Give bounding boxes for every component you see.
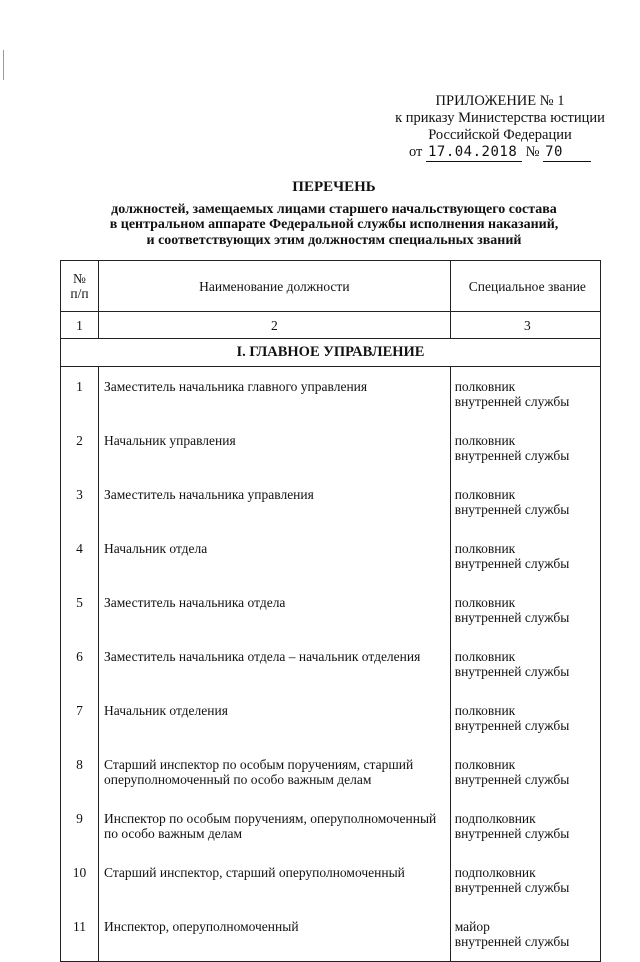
row-rank-suffix: внутренней службы xyxy=(454,448,570,463)
row-rank-cell xyxy=(450,637,600,691)
title-line-1: должностей, замещаемых лицами старшего начальствующего состава xyxy=(111,201,557,217)
row-rank-cell xyxy=(450,367,600,422)
row-rank-cell xyxy=(450,691,600,745)
row-rank: полковник xyxy=(454,433,516,448)
order-number: 70 xyxy=(545,144,563,160)
row-rank-cell xyxy=(450,907,600,962)
row-position: Заместитель начальника отдела – начальник отделения xyxy=(99,637,451,691)
row-number: 8 xyxy=(61,745,99,799)
table-row xyxy=(61,583,601,637)
row-rank-suffix: внутренней службы xyxy=(454,394,570,409)
row-number: 2 xyxy=(61,421,99,475)
row-rank: подполковник xyxy=(454,811,536,826)
row-rank-suffix: внутренней службы xyxy=(454,880,570,895)
section-title: I. ГЛАВНОЕ УПРАВЛЕНИЕ xyxy=(61,339,601,367)
row-rank-cell xyxy=(450,799,600,853)
row-position: Заместитель начальника отдела xyxy=(99,583,451,637)
row-rank: майор xyxy=(454,919,490,934)
row-rank-suffix: внутренней службы xyxy=(454,772,570,787)
table-row xyxy=(61,637,601,691)
table-row xyxy=(61,907,601,962)
row-rank-cell xyxy=(450,853,600,907)
row-rank-suffix: внутренней службы xyxy=(454,826,570,841)
column-number-3: 3 xyxy=(450,312,600,339)
number-label: № xyxy=(525,144,540,160)
appendix-line-2: Российской Федерации xyxy=(428,127,572,143)
table-row xyxy=(61,475,601,529)
appendix-title: ПРИЛОЖЕНИЕ № 1 xyxy=(435,93,565,109)
order-date: 17.04.2018 xyxy=(427,144,518,160)
title-line-3: и соответствующих этим должностям специальных званий xyxy=(146,232,522,248)
row-number: 7 xyxy=(61,691,99,745)
row-rank: полковник xyxy=(454,541,516,556)
row-rank-cell xyxy=(450,745,600,799)
row-rank: подполковник xyxy=(454,865,536,880)
table-header-row xyxy=(61,261,601,312)
header-position: Наименование должности xyxy=(99,261,451,312)
row-position: Начальник отдела xyxy=(99,529,451,583)
table-row xyxy=(61,421,601,475)
column-number-1: 1 xyxy=(61,312,99,339)
row-rank-cell xyxy=(450,583,600,637)
document-title xyxy=(60,180,608,248)
row-rank: полковник xyxy=(454,757,516,772)
row-rank: полковник xyxy=(454,649,516,664)
row-position: Начальник отделения xyxy=(99,691,451,745)
from-label: от xyxy=(408,144,423,160)
row-rank: полковник xyxy=(454,703,516,718)
row-position: Инспектор по особым поручениям, оперуполномоченный по особо важным делам xyxy=(99,799,451,853)
section-row xyxy=(61,339,601,367)
row-rank-suffix: внутренней службы xyxy=(454,502,570,517)
positions-table xyxy=(60,260,601,962)
row-position: Старший инспектор по особым поручениям, старший оперуполномоченный по особо важным делам xyxy=(99,745,451,799)
header-number: № п/п xyxy=(61,261,99,312)
row-rank-cell xyxy=(450,421,600,475)
order-date-number xyxy=(395,144,605,162)
column-number-row xyxy=(61,312,601,339)
row-rank: полковник xyxy=(454,379,516,394)
row-rank: полковник xyxy=(454,595,516,610)
appendix-header xyxy=(395,93,605,162)
row-rank-suffix: внутренней службы xyxy=(454,610,570,625)
table-row xyxy=(61,529,601,583)
row-rank-cell xyxy=(450,475,600,529)
header-rank: Специальное звание xyxy=(450,261,600,312)
title-line-2: в центральном аппарате Федеральной службы исполнения наказаний, xyxy=(109,217,559,232)
row-rank-suffix: внутренней службы xyxy=(454,664,570,679)
row-position: Старший инспектор, старший оперуполномоченный xyxy=(99,853,451,907)
row-number: 1 xyxy=(61,367,99,422)
row-number: 11 xyxy=(61,907,99,962)
appendix-line-1: к приказу Министерства юстиции xyxy=(395,110,605,126)
row-number: 3 xyxy=(61,475,99,529)
page-edge-mark xyxy=(3,50,4,80)
row-rank-suffix: внутренней службы xyxy=(454,556,570,571)
row-number: 4 xyxy=(61,529,99,583)
table-row xyxy=(61,799,601,853)
table-row xyxy=(61,745,601,799)
title-heading: ПЕРЕЧЕНЬ xyxy=(292,179,376,195)
table-row xyxy=(61,691,601,745)
column-number-2: 2 xyxy=(99,312,451,339)
table-row xyxy=(61,367,601,422)
row-rank-suffix: внутренней службы xyxy=(454,718,570,733)
row-number: 6 xyxy=(61,637,99,691)
table-row xyxy=(61,853,601,907)
row-position: Начальник управления xyxy=(99,421,451,475)
row-rank-cell xyxy=(450,529,600,583)
row-number: 10 xyxy=(61,853,99,907)
row-number: 9 xyxy=(61,799,99,853)
row-position: Заместитель начальника управления xyxy=(99,475,451,529)
row-rank-suffix: внутренней службы xyxy=(454,934,570,949)
row-rank: полковник xyxy=(454,487,516,502)
row-number: 5 xyxy=(61,583,99,637)
row-position: Заместитель начальника главного управления xyxy=(99,367,451,422)
row-position: Инспектор, оперуполномоченный xyxy=(99,907,451,962)
